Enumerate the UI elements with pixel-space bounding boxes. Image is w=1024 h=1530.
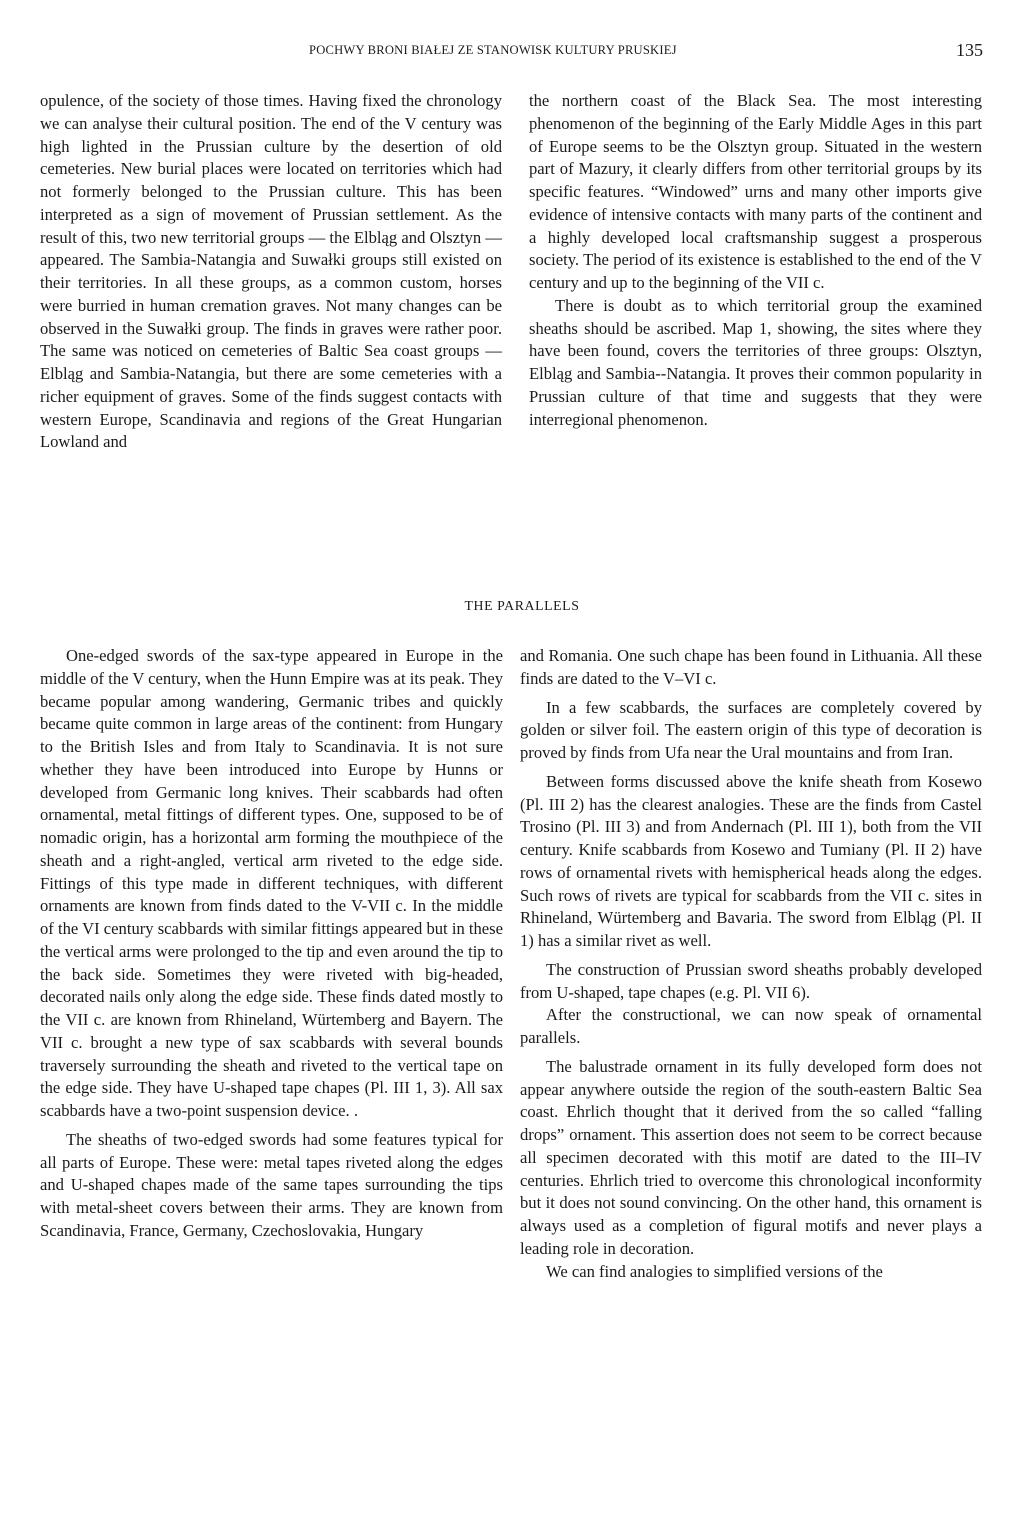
paragraph: opulence, of the society of those times. Having fixed the chronology we can analyse their cultural position. The end of the V century was high lighted in the Prussian culture by the desertion of old cemeteries. New burial places were located on territories which had not formerly belonged to the Prussian culture. This has been interpreted as a sign of movement of Prussian settlement. As the result of this, two new territorial groups — the Elbląg and Olsztyn — appeared. The Sambia-Natangia and Suwałki groups still existed on their territories. In all these groups, as a common custom, horses were burried in human cremation graves. Not many changes can be observed in the Suwałki group. The finds in graves were rather poor. The same was noticed on cemeteries of Baltic Sea coast groups — Elbląg and Sambia-Natangia, but there are some cemeteries with a richer equipment of graves. Some of the finds suggest contacts with western Europe, Scandinavia and regions of the Great Hungarian Lowland and — [40, 91, 502, 452]
paragraph: and Romania. One such chape has been found in Lithuania. All these finds are dated to the V–VI c. — [520, 646, 982, 688]
paragraph: Between forms discussed above the knife sheath from Kosewo (Pl. III 2) has the clearest analogies. These are the finds from Castel Trosino (Pl. III 3) and from Andernach (Pl. III 1), both from the VII century. Knife scabbards from Kosewo and Tumiany (Pl. II 2) have rows of ornamental rivets with hemispherical heads along the edges. Such rows of rivets are typical for scabbards from the VII c. sites in Rhineland, Würtemberg and Bavaria. The sword from Elbląg (Pl. II 1) has a similar rivet as well. — [520, 771, 982, 950]
running-header — [0, 40, 1024, 70]
paragraph: There is doubt as to which territorial group the examined sheaths should be ascribed. Map 1, showing, the sites where they have been found, covers the territories of three groups: Olsztyn, Elbląg and Sambia--Natangia. It proves their common popularity in Prussian culture of that time and suggests that they were interregional phenomenon. — [529, 295, 982, 429]
text-column-top-right — [529, 90, 982, 431]
text-column-bottom-right — [520, 645, 982, 1283]
text-column-bottom-left — [40, 645, 503, 1243]
paragraph: We can find analogies to simplified versions of the — [546, 1261, 883, 1281]
paragraph: The balustrade ornament in its fully developed form does not appear anywhere outside the region of the south-eastern Baltic Sea coast. Ehrlich thought that it derived from the so called “falling drops” ornament. This assertion does not seem to be correct because all specimen decorated with this motif are dated to the III–IV centuries. Ehrlich tried to overcome this chronological inconformity but it does not sound convincing. On the other hand, this ornament is always used as a completion of figural motifs and never plays a leading role in decoration. — [520, 1056, 982, 1258]
paragraph: After the constructional, we can now speak of ornamental parallels. — [520, 1005, 982, 1047]
text-column-top-left — [40, 90, 502, 454]
paragraph: One-edged swords of the sax-type appeared in Europe in the middle of the V century, when the Hunn Empire was at its peak. They became popular among wandering, Germanic tribes and quickly became quite common in large areas of the continent: from Hungary to the British Isles and from Italy to Scandinavia. It is not sure whether they have been introduced into Europe by Hunns or developed from Germanic long knives. Their scabbards had often ornamental, metal fittings of different types. One, supposed to be of nomadic origin, has a horizontal arm forming the mouthpiece of the sheath and a right-angled, vertical arm riveted to the edge side. Fittings of this type made in different techniques, with different ornaments are known from finds dated to the V-VII c. In the middle of the VI century scabbards with similar fittings appeared but in these the vertical arms were prolonged to the tip and even around the tip to the back side. Sometimes they were riveted with big-headed, decorated nails only along the edge side. These finds dated mostly to the VII c. are known from Rhineland, Würtemberg and Bayern. The VII c. brought a new type of sax scabbards with several bounds traversely surrounding the sheath and riveted to the vertical tape on the edge side. They have U-shaped tape chapes (Pl. III 1, 3). All sax scabbards have a two-point suspension device. . — [40, 646, 503, 1120]
section-heading: THE PARALLELS — [464, 598, 580, 613]
paragraph: the northern coast of the Black Sea. The most interesting phenomenon of the beginning of the Early Middle Ages in this part of Europe seems to be the Olsztyn group. Situated in the western part of Mazury, it clearly differs from other territorial groups by its specific features. “Windowed” urns and many other imports give evidence of intensive contacts with many parts of the continent and a highly developed local craftsmanship suggest a prosperous society. The period of its existence is established to the end of the V century and up to the beginning of the VII c. — [529, 91, 982, 292]
page-number: 135 — [956, 40, 983, 60]
paragraph: The construction of Prussian sword sheaths probably developed from U-shaped, tape chapes (e.g. Pl. VII 6). — [520, 959, 982, 1002]
paragraph: The sheaths of two-edged swords had some features typical for all parts of Europe. These were: metal tapes riveted along the edges and U-shaped chapes made of the same tapes surrounding the tips with metal-sheet covers between their arms. They are known from Scandinavia, France, Germany, Czechoslovakia, Hungary — [40, 1129, 503, 1240]
paragraph: In a few scabbards, the surfaces are completely covered by golden or silver foil. The eastern origin of this type of decoration is proved by finds from Ufa near the Ural mountains and from Iran. — [520, 697, 982, 762]
running-title: POCHWY BRONI BIAŁEJ ZE STANOWISK KULTURY PRUSKIEJ — [309, 43, 677, 57]
